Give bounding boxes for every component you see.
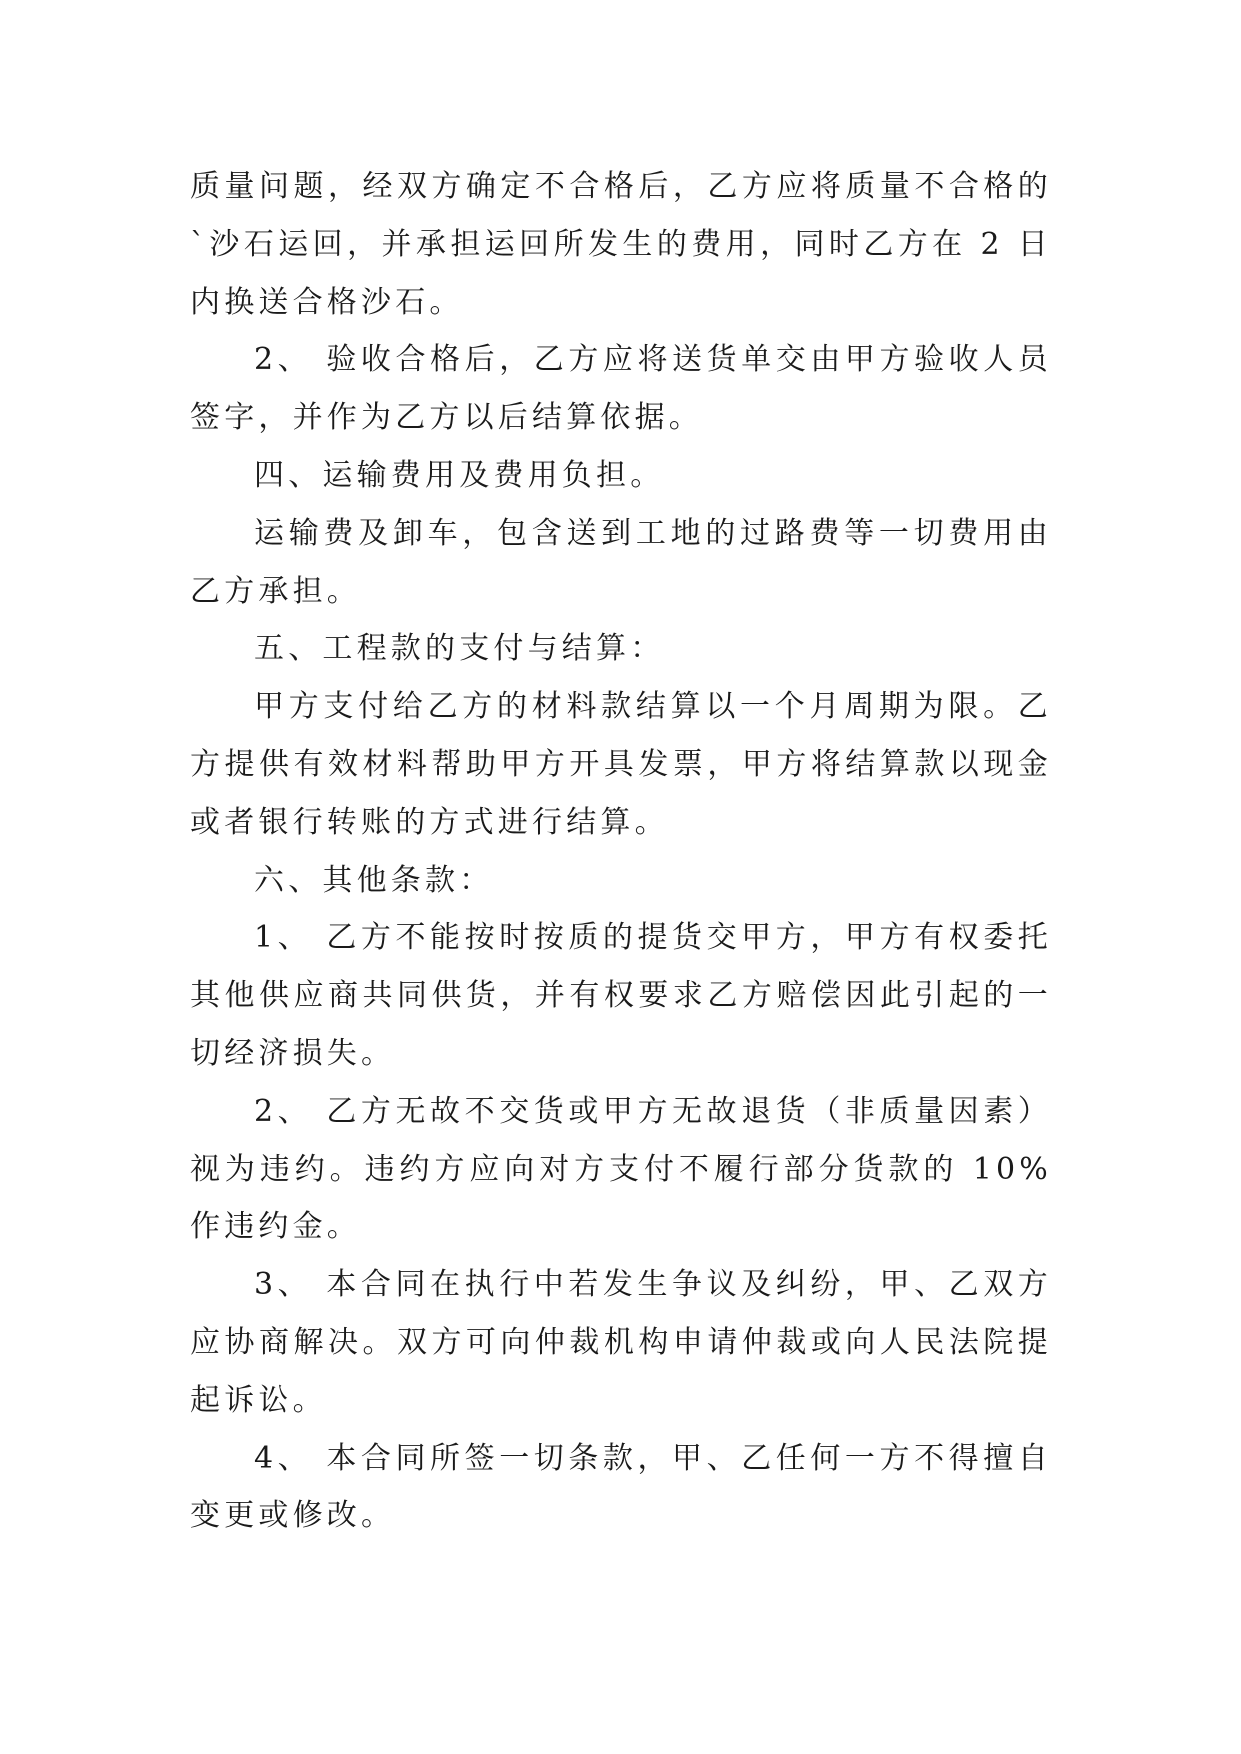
paragraph-payment: 甲方支付给乙方的材料款结算以一个月周期为限。乙方提供有效材料帮助甲方开具发票，甲方将结算款以现金或者银行转账的方式进行结算。 — [190, 689, 1052, 840]
paragraph-other-clause-4: 4、 本合同所签一切条款，甲、乙任何一方不得擅自变更或修改。 — [190, 1440, 1052, 1534]
paragraph-transport-costs: 运输费及卸车，包含送到工地的过路费等一切费用由乙方承担。 — [190, 515, 1052, 609]
paragraph-other-clause-1: 1、 乙方不能按时按质的提货交甲方，甲方有权委托其他供应商共同供货，并有权要求乙方赔偿因此引起的一切经济损失。 — [190, 920, 1052, 1071]
section-heading-transport-costs: 四、运输费用及费用负担。 — [254, 457, 665, 493]
paragraph-other-clause-3: 3、 本合同在执行中若发生争议及纠纷，甲、乙双方应协商解决。双方可向仲裁机构申请仲裁或向人民法院提起诉讼。 — [190, 1267, 1052, 1418]
paragraph-other-clause-2: 2、 乙方无故不交货或甲方无故退货（非质量因素）视为违约。违约方应向对方支付不履行部分货款的 10%作违约金。 — [190, 1093, 1052, 1245]
section-heading-other-terms: 六、其他条款： — [254, 862, 494, 898]
document-body — [190, 158, 1052, 1545]
section-heading-payment: 五、工程款的支付与结算： — [254, 631, 665, 667]
paragraph-clause-2-acceptance: 2、 验收合格后，乙方应将送货单交由甲方验收人员签字，并作为乙方以后结算依据。 — [190, 342, 1052, 436]
paragraph-quality-return: 质量问题，经双方确定不合格后，乙方应将质量不合格的`沙石运回，并承担运回所发生的费用，同时乙方在 2 日内换送合格沙石。 — [190, 169, 1052, 320]
